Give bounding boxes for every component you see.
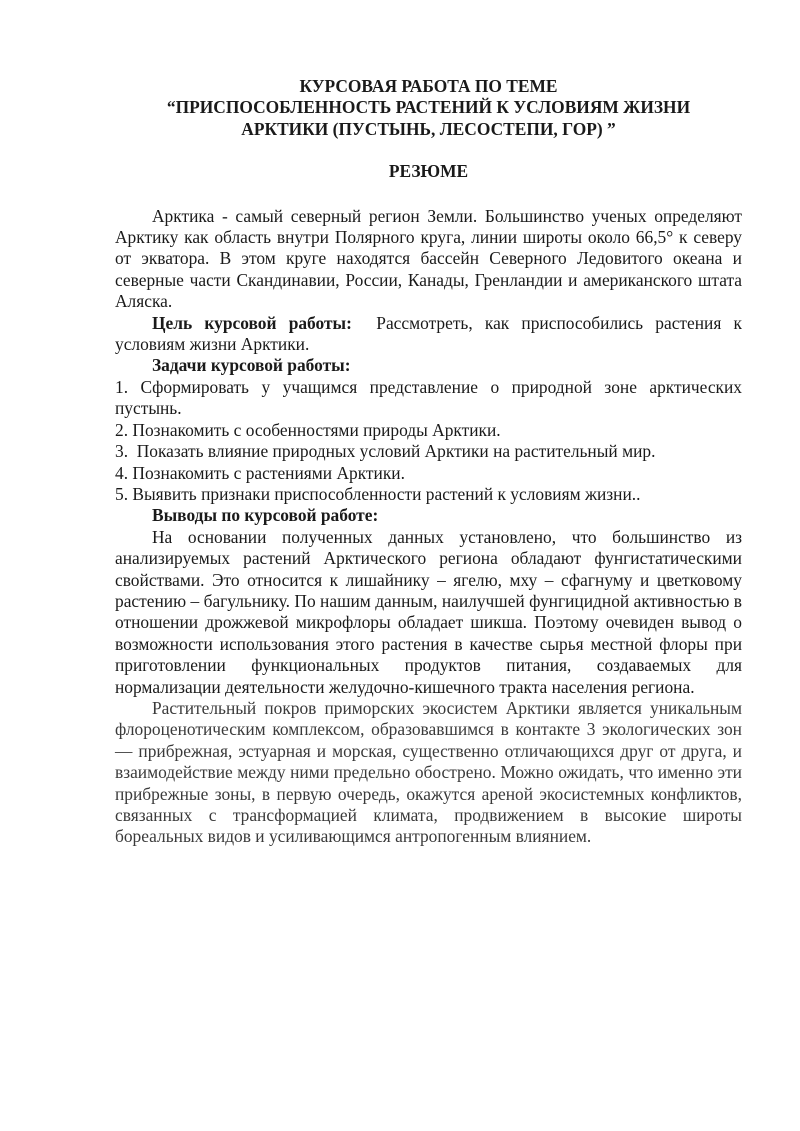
title-line-1: КУРСОВАЯ РАБОТА ПО ТЕМЕ: [299, 76, 558, 96]
document-page: [115, 76, 747, 848]
title-line-2: “ПРИСПОСОБЛЕННОСТЬ РАСТЕНИЙ К УСЛОВИЯМ ЖИЗНИ: [166, 97, 691, 118]
tasks-heading-text: Задачи курсовой работы:: [152, 355, 351, 376]
document-title: [115, 76, 742, 140]
task-item-4: 4. Познакомить с растениями Арктики.: [115, 462, 405, 483]
goal-label: Цель курсовой работы:: [152, 312, 352, 333]
conclusion-paragraph-2: Растительный покров приморских экосистем Арктики является уникальным флороценотическим комплексом, образовавшимся в контакте 3 экологических зон — прибрежная, эстуарная и морская, существенно отличающихся друг от друга, и взаимодействие между ними предельно обострено. Можно ожидать, что именно эти прибрежные зоны, в первую очередь, окажутся ареной экосистемных конфликтов, связанных с трансформацией климата, продвижением в высокие широты бореальных видов и усиливающимся антропогенным влиянием.: [115, 697, 742, 847]
conclusions-heading: [115, 505, 742, 526]
conclusion-paragraph-1: На основании полученных данных установлено, что большинство из анализируемых растений Арктического региона обладают фунгистатическими свойствами. Это относится к лишайнику – ягелю, мху – сфагнуму и цветковому растению – багульнику. По нашим данным, наилучшей фунгицидной активностью в отношении дрожжевой микрофлоры обладает шикша. Поэтому очевиден вывод о возможности использования этого растения в качестве сырья местной флоры при приготовлении функциональных продуктов питания, создаваемых для нормализации деятельности желудочно-кишечного тракта населения региона.: [115, 526, 742, 697]
resume-heading: РЕЗЮМЕ: [388, 161, 469, 182]
task-item-5: 5. Выявить признаки приспособленности растений к условиям жизни..: [115, 483, 641, 504]
task-item-2: 2. Познакомить с особенностями природы Арктики.: [115, 419, 501, 440]
goal-paragraph: [115, 312, 747, 356]
title-line-3: АРКТИКИ (ПУСТЫНЬ, ЛЕСОСТЕПИ, ГОР) ”: [241, 118, 616, 139]
tasks-heading: [115, 355, 742, 376]
intro-paragraph: Арктика - самый северный регион Земли. Большинство ученых определяют Арктику как область внутри Полярного круга, линии широты около 66,5° к северу от экватора. В этом круге находятся бассейн Северного Ледовитого океана и северные части Скандинавии, России, Канады, Гренландии и американского штата Аляска.: [115, 205, 742, 312]
task-item-3: 3. Показать влияние природных условий Арктики на растительный мир.: [115, 441, 656, 462]
goal-text: Рассмотреть, как приспособились растения к условиям жизни Арктики.: [115, 312, 747, 355]
task-item-1: 1. Сформировать у учащимся представление о природной зоне арктических пустынь.: [115, 376, 742, 419]
conclusions-heading-text: Выводы по курсовой работе:: [152, 505, 379, 526]
